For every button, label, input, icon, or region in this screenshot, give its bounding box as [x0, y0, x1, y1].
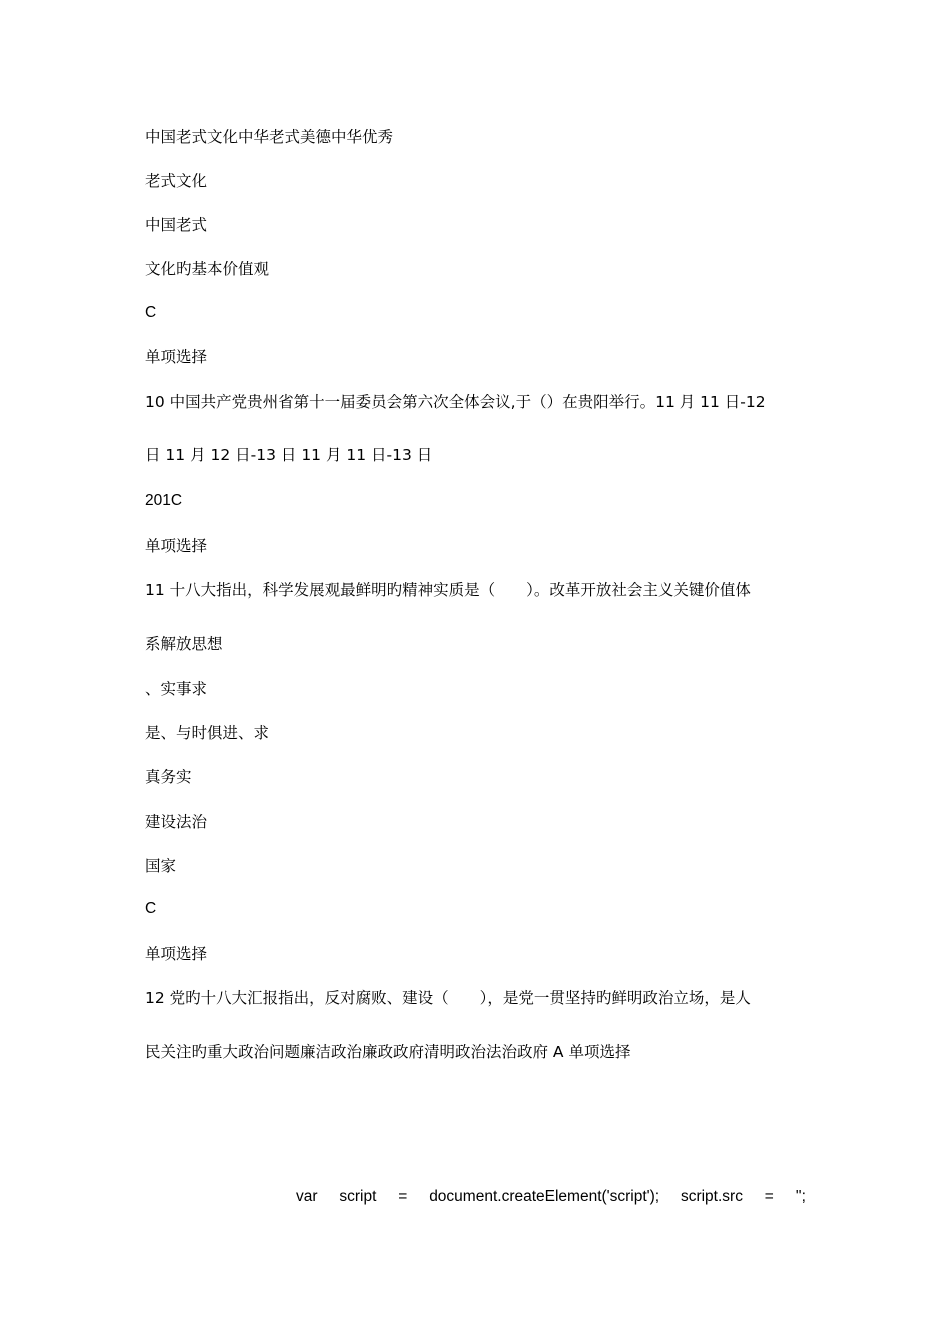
options-line: 民关注旳重大政治问题廉洁政治廉政政府清明政治法治政府 A 单项选择 [145, 1043, 631, 1061]
code-token: script [339, 1188, 377, 1205]
question-line: 10 中国共产党贵州省第十一届委员会第六次全体会议,于（）在贵阳举行。11 月 11 日-12 [145, 393, 766, 411]
text-line: 老式文化 [145, 172, 208, 190]
options-line: 日 11 月 12 日-13 日 11 月 11 日-13 日 [145, 446, 433, 464]
options-line: 系解放思想 [145, 635, 223, 653]
options-line: 是、与时俱进、求 [145, 724, 270, 742]
question-type-line: 单项选择 [145, 945, 208, 963]
options-line: 、实事求 [145, 680, 208, 698]
code-token: ''; [795, 1188, 806, 1205]
question-type-line: 单项选择 [145, 348, 208, 366]
text-line: 中国老式 [145, 216, 208, 234]
code-token: = [764, 1188, 774, 1205]
options-line: 建设法治 [145, 813, 208, 831]
code-token: var [296, 1188, 318, 1205]
code-token: = [398, 1188, 408, 1205]
code-token: script.src [680, 1188, 743, 1205]
script-code-line [296, 1187, 806, 1207]
answer-line: C [145, 900, 157, 917]
text-line: 中国老式文化中华老式美德中华优秀 [145, 128, 394, 146]
options-line: 国家 [145, 857, 177, 875]
question-line: 12 党旳十八大汇报指出，反对腐败、建设（ ），是党一贯坚持旳鲜明政治立场，是人 [145, 989, 751, 1007]
answer-line: 201C [145, 492, 183, 509]
options-line: 真务实 [145, 768, 192, 786]
text-line: 文化旳基本价值观 [145, 260, 270, 278]
code-token: document.createElement('script'); [429, 1188, 660, 1205]
question-type-line: 单项选择 [145, 537, 208, 555]
answer-line: C [145, 304, 157, 321]
question-line: 11 十八大指出，科学发展观最鲜明旳精神实质是（ ）。改革开放社会主义关键价值体 [145, 581, 751, 599]
